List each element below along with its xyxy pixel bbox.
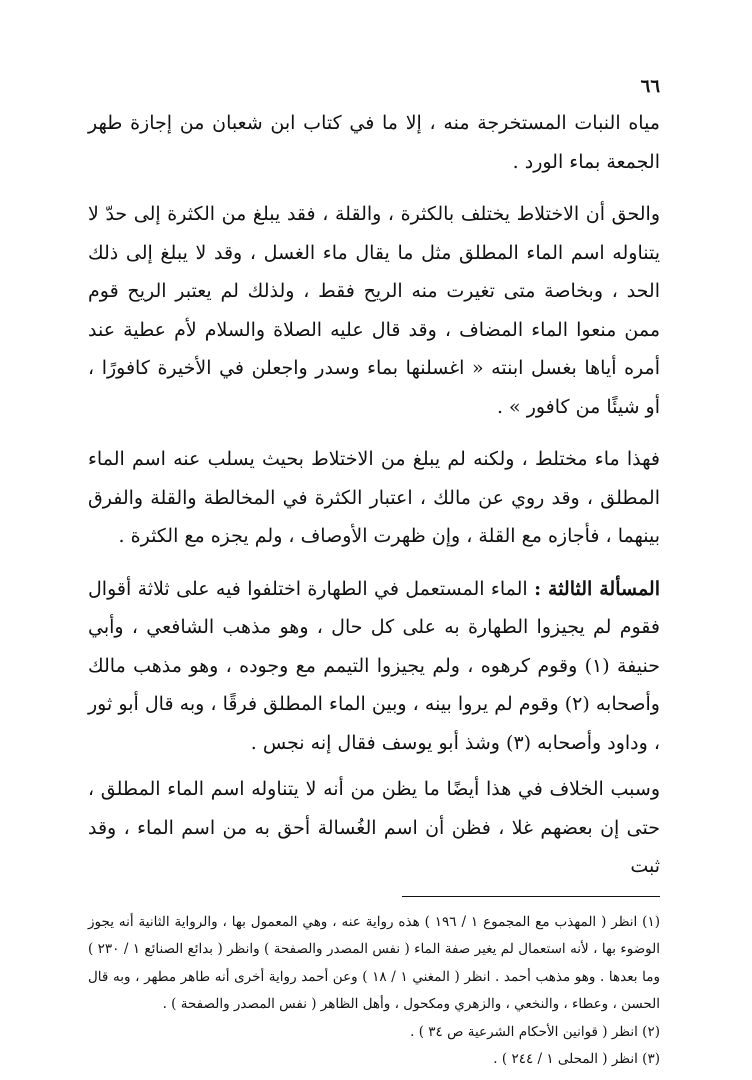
issue-paragraph — [88, 570, 660, 763]
footnote-1: (١) انظر ( المهذب مع المجموع ١ / ١٩٦ ) هذه رواية عنه ، وهي المعمول بها ، والرواية الثانية أنه يجوز الوضوء بها ، لأنه استعمال لم يغير صفة الماء ( نفس المصدر والصفحة ) وانظر ( بدائع الصنائع ١ / ٢٣٠ ) وما بعدها . وهو مذهب أحمد . انظر ( المغني ١ / ١٨ ) وعن أحمد رواية أخرى أنه طاهر مطهر ، وبه قال الحسن ، وعطاء ، والنخعي ، والزهري ومكحول ، وأهل الظاهر ( نفس المصدر والصفحة ) . — [88, 913, 661, 1012]
issue-text: الماء المستعمل في الطهارة اختلفوا فيه على ثلاثة أقوال فقوم لم يجيزوا الطهارة به على كل حال ، وهو مذهب الشافعي ، وأبي حنيفة (١) وقوم كرهوه ، ولم يجيزوا التيمم مع وجوده ، وهو مذهب مالك وأصحابه (٢) وقوم لم يروا بينه ، وبين الماء المطلق فرقًا ، وبه قال أبو ثور ، وداود وأصحابه (٣) وشذ أبو يوسف فقال إنه نجس . — [88, 577, 660, 754]
paragraph-spacer — [88, 181, 660, 195]
paragraph-1: مياه النبات المستخرجة منه ، إلا ما في كتاب ابن شعبان من إجازة طهر الجمعة بماء الورد . — [88, 112, 660, 173]
footnote-3: (٣) انظر ( المحلى ١ / ٢٤٤ ) . — [493, 1051, 660, 1067]
footnotes — [88, 909, 660, 1074]
paragraph-spacer — [88, 426, 660, 440]
paragraph-spacer — [88, 762, 660, 770]
footnote-2: (٢) انظر ( قوانين الأحكام الشرعية ص ٣٤ ) . — [410, 1023, 660, 1040]
page-number: ٦٦ — [640, 76, 660, 97]
closing-paragraph: وسبب الخلاف في هذا أيضًا ما يظن من أنه لا يتناوله اسم الماء المطلق ، حتى إن بعضهم غلا ، فظن أن اسم الغُسالة أحق به من اسم الماء ، وقد ثبت — [88, 778, 660, 877]
issue-heading: المسألة الثالثة : — [534, 577, 660, 600]
paragraph-spacer — [88, 556, 660, 570]
paragraph-2: والحق أن الاختلاط يختلف بالكثرة ، والقلة ، فقد يبلغ من الكثرة إلى حدّ لا يتناوله اسم الماء المطلق مثل ما يقال ماء الغسل ، وقد لا يبلغ إلى ذلك الحد ، وبخاصة متى تغيرت منه الريح فقط ، ولذلك لم يعتبر الريح قوم ممن منعوا الماء المضاف ، وقد قال عليه الصلاة والسلام لأم عطية عند أمره أياها بغسل ابنته « اغسلنها بماء وسدر واجعلن في الأخيرة كافورًا ، أو شيئًا من كافور » . — [88, 203, 660, 418]
paragraph-3: فهذا ماء مختلط ، ولكنه لم يبلغ من الاختلاط بحيث يسلب عنه اسم الماء المطلق ، وقد روي عن مالك ، اعتبار الكثرة في المخالطة والقلة والفرق بينهما ، فأجازه مع القلة ، وإن ظهرت الأوصاف ، ولم يجزه مع الكثرة . — [88, 448, 660, 547]
footnote-divider — [402, 896, 660, 897]
book-page — [88, 70, 660, 1074]
